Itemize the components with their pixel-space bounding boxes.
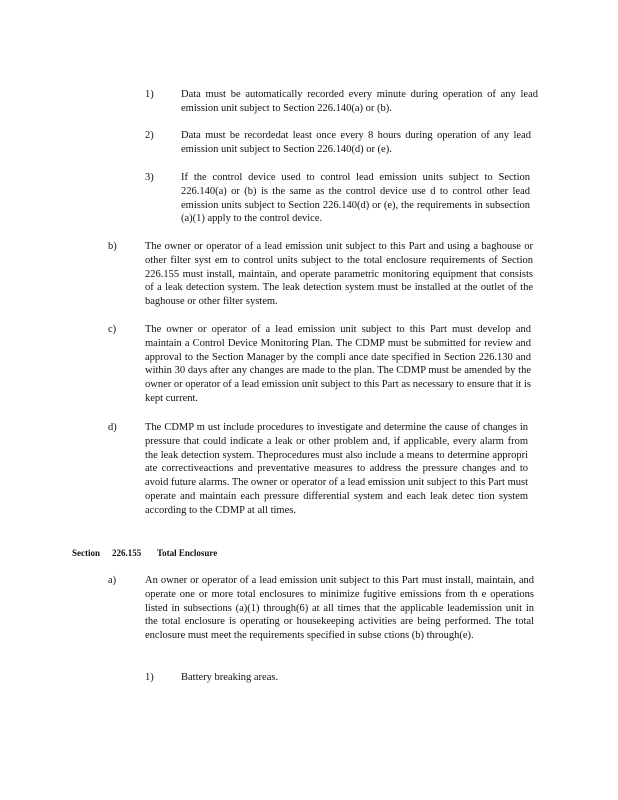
subsection-label: d) [108,422,117,433]
subsection-text: An owner or operator of a lead emission unit subject to this Part must install, maintain, and operate one or more total enclosures to minimize fugitive emissions from th e operations listed in subsections (a)(1) through(6) at all times that the applicable leademission unit in the total enclosure is operating or housekeeping activities are being performed. The total enclosure must meet the requirements specified in subse ctions (b) through(e). [145,575,534,642]
subsection-text: The owner or operator of a lead emission unit subject to this Part and using a baghouse or other filter syst em to control units subject to the total enclosure requirements of Section 226.155 must install, maintain, and operate parametric monitoring equipment that consists of a leak detection system. The leak detection system must be installed at the outlet of the baghouse or other filter system. [145,241,533,308]
item-label: 2) [145,130,154,141]
section-title: Total Enclosure [157,548,218,558]
item-label: 3) [145,172,154,183]
section-word: Section [72,548,100,558]
subsection-label: a) [108,575,117,586]
item-text: Data must be automatically recorded every minute during operation of any lead emission unit subject to Section 226.140(a) or (b). [181,89,538,114]
item-label: 1) [145,672,154,683]
subsection-label: c) [108,324,117,335]
subsection-label: b) [108,241,117,252]
item-text: Battery breaking areas. [181,672,279,683]
subsection-text: The CDMP m ust include procedures to investigate and determine the cause of changes in pressure that could indicate a leak or other problem and, if applicable, every alarm from the leak detection system. Theprocedures must also include a means to determine appropri ate correctiveactions and preventative measures to address the pressure changes and to avoid future alarms. The owner or operator of a lead emission unit subject to this Part must operate and maintain each pressure differential system and each leak detec tion system according to the CDMP at all times. [145,422,528,516]
item-text: If the control device used to control lead emission units subject to Section 226.140(a) or (b) is the same as the control device use d to control other lead emission units subject to Section 226.140(d) or (e), the requirements in subsection (a)(1) apply to the control device. [181,172,530,225]
item-label: 1) [145,89,154,100]
section-number: 226.155 [112,548,142,558]
subsection-text: The owner or operator of a lead emission unit subject to this Part must develop and maintain a Control Device Monitoring Plan. The CDMP must be submitted for review and approval to the Section Manager by the compli ance date specified in Section 226.130 and within 30 days after any changes are made to the plan. The CDMP must be amended by the owner or operator of a lead emission unit subject to this Part as necessary to ensure that it is kept current. [145,324,531,404]
item-text: Data must be recordedat least once every 8 hours during operation of any lead emission unit subject to Section 226.140(d) or (e). [181,130,531,155]
